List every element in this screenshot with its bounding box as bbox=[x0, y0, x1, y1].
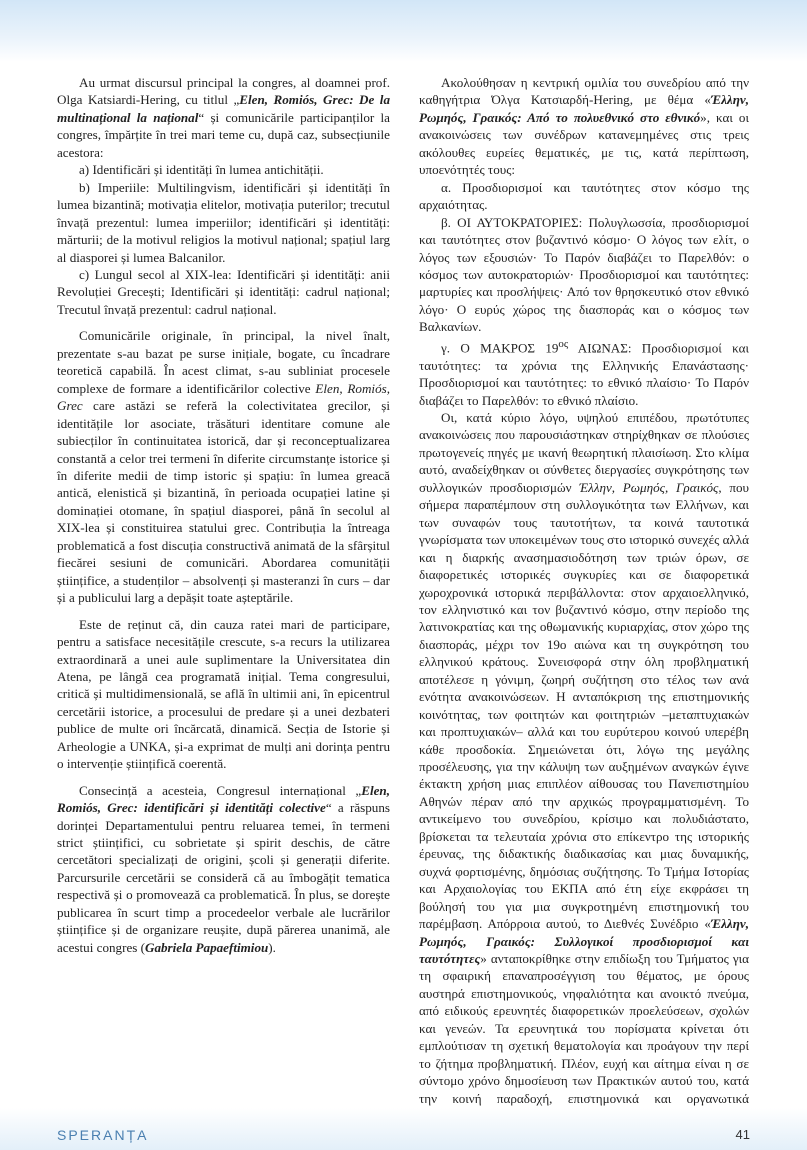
paragraph: α. Προσδιορισμοί και ταυτότητες στον κόσμο της αρχαιότητας. bbox=[419, 179, 749, 213]
paragraph: a) Identificări și identități în lumea antichității. bbox=[79, 162, 324, 178]
page-number: 41 bbox=[735, 1127, 750, 1142]
magazine-name: SPERANȚA bbox=[57, 1127, 149, 1143]
header-band bbox=[0, 0, 807, 62]
congress-title: Έλλην, Ρωμηός, Γραικός: Συλλογικοί προσδιορισμοί και ταυτότητες bbox=[419, 916, 749, 967]
paragraph: Au urmat discursul principal la congres, al doamnei prof. Olga Katsiardi-Hering, cu titlul „Elen, Romiós, Grec: De la multinațional la național“ și comunicările participanților la congres, împărțite în trei mari teme cu, după caz, subsecțiunile acestora: bbox=[57, 75, 390, 160]
paragraph: Ακολούθησαν η κεντρική ομιλία του συνεδρίου από την καθηγήτρια Όλγα Κατσιαρδή-Hering, με θέμα «Έλλην, Ρωμηός, Γραικός: Από το πολυεθνικό στο εθνικό», και οι ανακοινώσεις των συνέδρων κατανεμημένες στις τρεις ακόλουθες ευρείες θεματικές, με τις, κατά περίπτωση, υποενότητές τους: bbox=[419, 75, 749, 178]
italic-term: Έλλην, Ρωμηός, Γραικός bbox=[579, 479, 719, 495]
superscript: ος bbox=[558, 337, 569, 350]
congress-title: Elen, Romiós, Grec: identificări și identități colective bbox=[57, 782, 390, 816]
paragraph: β. ΟΙ ΑΥΤΟΚΡΑΤΟΡΙΕΣ: Πολυγλωσσία, προσδιορισμοί και ταυτότητες στον βυζαντινό κόσμο· Ο λόγος των ελίτ, ο λόγος των εξουσιών· Το Παρόν διαβάζει το Παρελθόν: ο κόσμος των αυτοκρατοριών· Προσδιορισμοί και ταυτότητες: μαρτυρίες και προσλήψεις· Από τον θρησκευτικό στον εθνικό λόγο· Ο ευρύς χώρος της διασποράς και ο κόσμος των Βαλκανίων. bbox=[419, 214, 749, 335]
column-romanian bbox=[57, 74, 390, 956]
lecture-title: Έλλην, Ρωμηός, Γραικός: Από το πολυεθνικό στο εθνικό bbox=[419, 92, 749, 125]
paragraph: c) Lungul secol al XIX-lea: Identificări și identități: anii Revoluției Grecești; Identificări și identități: cadrul național; Trecutul învață prezentul: cadrul național. bbox=[57, 266, 390, 317]
paragraph: γ. Ο ΜΑΚΡΟΣ $19^{o\varsigma}$ ΑΙΩΝΑΣ: Προσδιορισμοί και ταυτότητες: τα χρόνια της Ελληνικής Επανάστασης· Προσδιορισμοί και ταυτότητες: το εθνικό πλαίσιο· Το Παρόν διαβάζει το Παρελθόν: το εθνικό πλαίσιο. bbox=[419, 337, 749, 408]
author-name: Gabriela Papaeftimiou bbox=[144, 939, 269, 955]
paragraph: Consecință a acesteia, Congresul internațional „Elen, Romiós, Grec: identificări și identități colective“ a răspuns dorinței Departamentului pentru reluarea temei, în termeni strict științifici, cu sobrietate și spirit deschis, de către cercetători specializați de origini, școli și generații diferite. Parcursurile cercetării se consideră că au îmbogățit tematica respectivă și o promovează ca problematică. În plus, se dorește publicarea în scurt timp a procedeelor verbale ale lucrărilor științifice și de organizare reușite, după părerea unanimă, ale acestui congres (Gabriela Papaeftimiou). bbox=[57, 782, 390, 955]
paragraph: b) Imperiile: Multilingvism, identificări și identități în lumea bizantină; motivația elitelor, motivația puterilor; trecutul învață prezentul: lumea imperiilor; identificări și identități: mărturii; de la motivul religios la motivul național; spațiul larg al diasporei și lumea Balcanilor. bbox=[57, 179, 390, 265]
lecture-title: Elen, Romiós, Grec: De la multinațional la național bbox=[57, 92, 390, 125]
paragraph: Οι, κατά κύριο λόγο, υψηλού επιπέδου, πρωτότυπες ανακοινώσεις που παρουσιάστηκαν στηρίχθηκαν σε πλούσιες πρωτογενείς πηγές με ικανή θεωρητική πλαισίωση. Στο κλίμα αυτό, αναδείχθηκαν οι σύνθετες διεργασίες συγκρότησης των συλλογικών προσδιορισμών Έλλην, Ρωμηός, Γραικός, που σήμερα παραπέμπουν στη συλλογικότητα των Ελλήνων, και των συναφών τους ταυτοτήτων, τα κοινά ταυτοτικά γνωρίσματα των υποκειμένων τους στο ιστορικό συνεχές αλλά και η διαρκής ανασημασιοδότηση των τριών όρων, σε διαφορετικές ιστορικές συγκυρίες και σε διαφορετικά χωροχρονικά ιστορικά περιβάλλοντα: στον αρχαιοελληνικό, τον ελληνιστικό και τον βυζαντινό κόσμο, στην περίοδο της λατινοκρατίας και της οθωμανικής κυριαρχίας, στον χώρο της διασποράς, μέχρι τον 19ο αιώνα και τη συγκρότηση του ελληνικού κράτους. Συνεισφορά στην όλη προβληματική αποτέλεσε η γόνιμη, ζωηρή συζήτηση στο τέλος των ανά ενότητα ανακοινώσεων. Η ανταπόκριση της επιστημονικής κοινότητας, των φοιτητών και φοιτητριών –μεταπτυχιακών και προπτυχιακών– αλλά και του ευρύτερου κοινού υπερέβη κάθε προσδοκία. Σημειώνεται ότι, λόγω της μεγάλης προσέλευσης, για την κάλυψη των αυξημένων αναγκών έγινε έκτακτη χρήση μιας επιπλέον αίθουσας του Πανεπιστημίου Αθηνών πέραν από την αρχικώς προγραμματισμένη. Το αντικείμενο του συνεδρίου, κρίσιμο και πολυδιάστατο, βρίσκεται τα τελευταία χρόνια στο επίκεντρο της ιστορικής έρευνας, της διδακτικής διαδικασίας και μιας δυναμικής, συχνά φορτισμένης, δημόσιας συζήτησης. Το Τμήμα Ιστορίας και Αρχαιολογίας του ΕΚΠΑ από έτη είχε εκφράσει τη βούλησή του για μια συγκροτημένη επιστημονική του παρέμβαση. Απόρροια αυτού, το Διεθνές Συνέδριο «Έλλην, Ρωμηός, Γραικός: Συλλογικοί προσδιορισμοί και ταυτότητες» ανταποκρίθηκε στην επιδίωξη του Τμήματος για τη σφαιρική επαναπροσέγγιση του θέματος, με όρους αυστηρά επιστημονικούς, νηφαλιότητα και ανοικτό πνεύμα, από ειδικούς ερευνητές διαφορετικών προελεύσεων, σχολών και γενεών. Τα ερευνητικά του πορίσματα κρίνεται ότι εμπλούτισαν τη σχετική θεματολογία και προάγουν την περί το ζήτημα προβληματική. Πλέον, ευχή και αίτημα είναι η σε σύντομο χρόνο δημοσίευση των Πρακτικών αυτού του, κατά την κοινή παραδοχή, επιστημονικά και οργανωτικά bbox=[419, 409, 749, 1125]
italic-term: Elen, Romiós, Grec bbox=[57, 380, 390, 414]
paragraph: Comunicările originale, în principal, la nivel înalt, prezentate s-au bazat pe surse inițiale, bogate, cu încadrare teoretică capabilă. În acest climat, s-au subliniat procesele complexe de formare a identificărilor colective Elen, Romiós, Grec care astăzi se referă la colectivitatea grecilor, și identitățile lor asociate, trăsături identitare comune ale subiecților în continuitatea istorică, dar și reconceptualizarea constantă a celor trei termeni în diferite circumstanțe istorice și în diferite medii de timp istoric și spațiu: în lumea greacă antică, elenistică și bizantină, în perioada ocupației latine și dominației otomane, în spațiul diasporei, până în secolul al XIX-lea și constituirea statului grec. Contribuția la întreaga problematică a fost discuția constructivă animată de la sfârșitul fiecărei sesiuni de comunicări. Abordarea comunității științifice, a studenților – absolvenți și masteranzi în curs – dar și a publicului larg a depășit toate așteptările. bbox=[57, 328, 390, 606]
paragraph: Este de reținut că, din cauza ratei mari de participare, pentru a satisface necesitățile crescute, s-a recurs la utilizarea extraordinară a unei aule suplimentare la Universitatea din Atena, pe lângă cea programată inițial. Tema congresului, critică și multidimensională, se află în ultimii ani, în epicentrul cercetării istorice, a procesului de predare și a unei dezbateri publice de multe ori încărcată, dinamică. Secția de Istorie și Arheologie a UNKA, și-a exprimat de mulți ani dorința pentru o intervenție științifică coerentă. bbox=[57, 616, 390, 772]
column-greek bbox=[419, 74, 749, 1125]
